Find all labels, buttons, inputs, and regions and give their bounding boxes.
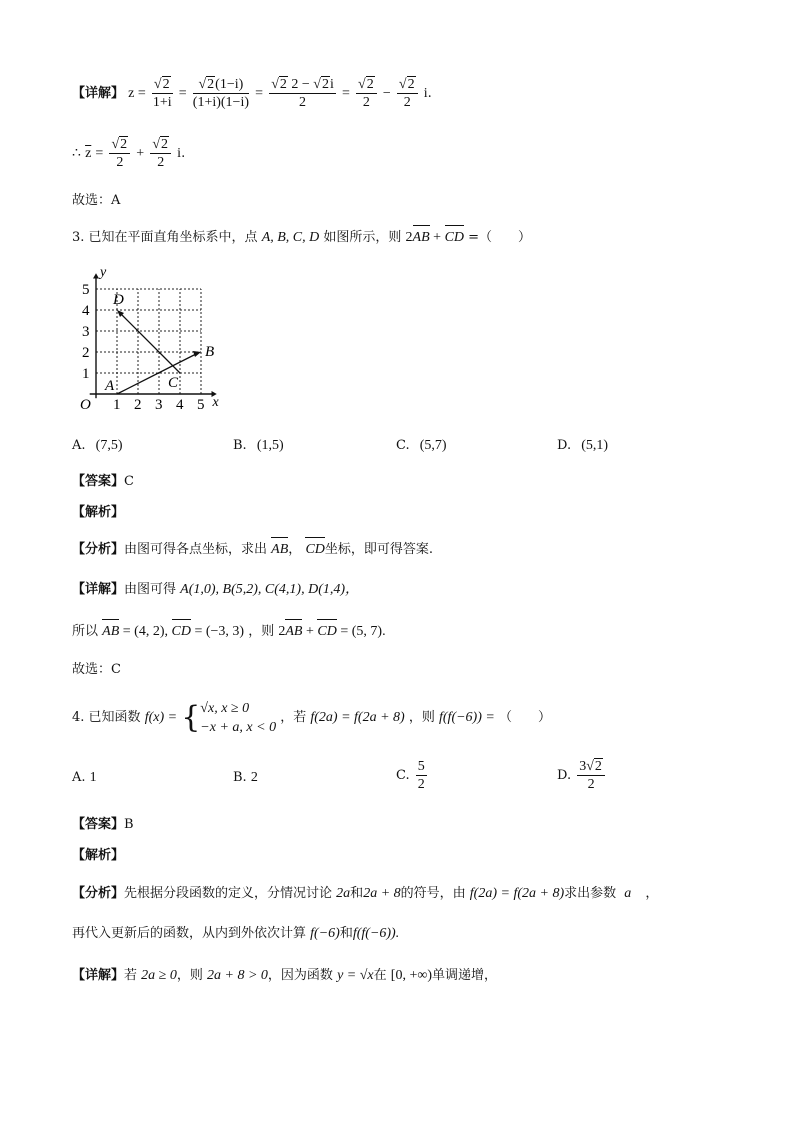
fraction-4: $\frac{√2}{2}$ <box>356 76 377 111</box>
q3-option-c[interactable]: C. (5,7) <box>396 438 447 453</box>
y-tick-label: 3 <box>82 324 90 340</box>
q4-analysis-tag: 【解析】 <box>72 848 125 863</box>
y-tick-label: 2 <box>82 345 90 361</box>
vector-ab-arrowhead <box>193 351 201 357</box>
q2-detail-line: 【详解】 z = $\frac{√2}{1+i}$ = $\frac{√2(1-i)}{(1+i)(1-i)}$ = $\frac{√2 2 - √2i}{2}$ = $\frac{√2}{2}$ − $\frac{√2}{2}$ i. <box>72 77 432 110</box>
fraction-3: $\frac{√2 2 - √2i}{2}$ <box>271 77 334 110</box>
q3-answer: 【答案】C <box>72 474 134 489</box>
q3-detail: 【详解】由图可得 A(1,0), B(5,2), C(4,1), D(1,4)， <box>72 582 360 597</box>
detail-tag: 【详解】 <box>72 86 125 101</box>
vector-ab <box>117 354 196 394</box>
x-axis-label: x <box>212 395 219 410</box>
q4-answer: 【答案】B <box>72 817 134 832</box>
q4-option-b[interactable]: B. 2 <box>233 770 258 785</box>
x-tick-label: 4 <box>176 397 184 413</box>
q3-stem: 3. 已知在平面直角坐标系中，点 A, B, C, D 如图所示，则 2AB + CD =（ ） <box>72 228 531 248</box>
q4-fenxi: 【分析】先根据分段函数的定义，分情况讨论 2a和2a + 8的符号，由 f(2a) = f(2a + 8)求出参数 a ， <box>72 886 659 901</box>
origin-label: O <box>80 397 91 413</box>
fraction-2: $\frac{√2(1-i)}{(1+i)(1-i)}$ <box>192 77 249 110</box>
point-label-b: B <box>205 344 215 360</box>
z-bar: $\overline{z}$ <box>85 146 92 161</box>
y-axis-label: y <box>100 265 107 280</box>
q3-option-a[interactable]: A. (7,5) <box>72 438 123 453</box>
y-axis-arrow <box>93 273 99 278</box>
x-tick-label: 2 <box>134 397 142 413</box>
fraction-5: $\frac{√2}{2}$ <box>397 76 418 111</box>
coordinate-graph <box>74 264 224 414</box>
fraction-1: $\frac{√2}{1+i}$ <box>152 77 172 110</box>
vector-cd <box>121 314 180 373</box>
x-tick-label: 1 <box>113 397 121 413</box>
z-equals: z = <box>128 86 146 101</box>
q3-detail-2: 所以 AB = (4, 2), CD = (−3, 3) ，则 2AB + CD = (5, 7). <box>72 622 386 642</box>
q3-analysis-tag: 【解析】 <box>72 505 125 520</box>
y-tick-label: 5 <box>82 282 90 298</box>
q2-conjugate-line: ∴ $\overline{z}$ = $\frac{√2}{2}$ + $\frac{√2}{2}$ i. <box>72 137 186 170</box>
x-tick-label: 3 <box>155 397 163 413</box>
y-tick-label: 4 <box>82 303 90 319</box>
q4-option-d[interactable]: D. $\frac{3√2}{2}$ <box>557 758 607 793</box>
y-tick-label: 1 <box>82 366 90 382</box>
q2-answer: 故选：A <box>72 193 121 208</box>
point-label-c: C <box>168 375 179 391</box>
q4-stem: 4. 已知函数 f(x) = { √x, x ≥ 0 −x + a, x < 0 ，若 f(2a) = f(2a + 8) ，则 f(f(−6)) = （ ） <box>72 699 551 735</box>
q3-option-d[interactable]: D. (5,1) <box>557 438 609 453</box>
q4-fenxi-2: 再代入更新后的函数，从内到外依次计算 f(−6)和f(f(−6)). <box>72 926 400 941</box>
q3-option-b[interactable]: B. (1,5) <box>233 438 284 453</box>
q4-option-a[interactable]: A. 1 <box>72 770 97 785</box>
q3-fenxi: 【分析】由图可得各点坐标，求出 AB， CD坐标，即可得答案. <box>72 540 433 560</box>
q3-final: 故选：C <box>72 662 121 677</box>
point-label-d: D <box>113 292 124 308</box>
point-label-a: A <box>105 378 115 394</box>
q4-detail: 【详解】若 2a ≥ 0，则 2a + 8 > 0，因为函数 y = √x在 [0, +∞)单调递增， <box>72 968 498 983</box>
x-tick-label: 5 <box>197 397 205 413</box>
q4-option-c[interactable]: C. $\frac{5}{2}$ <box>396 759 425 792</box>
